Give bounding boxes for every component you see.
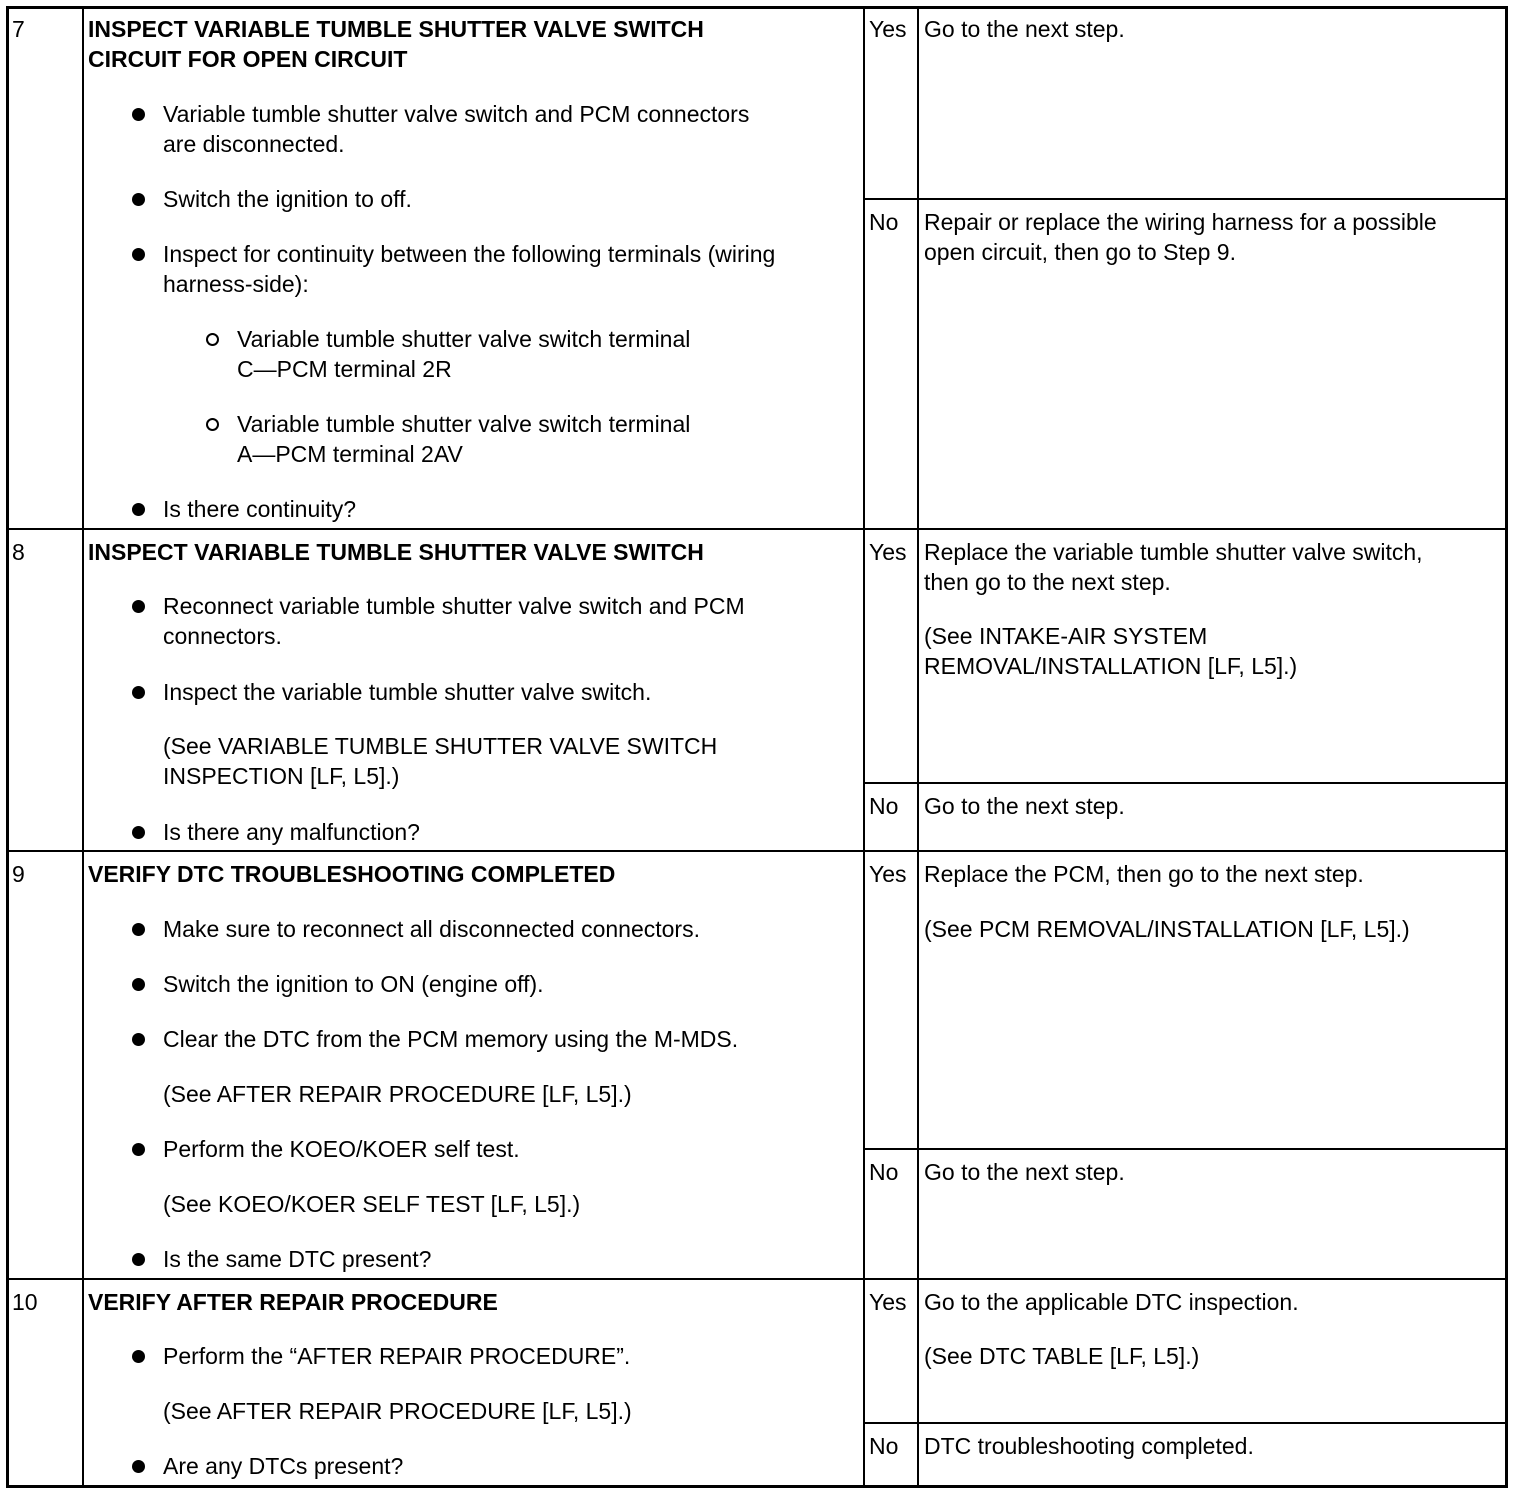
step-title: INSPECT VARIABLE TUMBLE SHUTTER VALVE SWITCH <box>88 16 704 42</box>
no-action: Go to the next step. <box>924 793 1125 819</box>
column-divider <box>863 6 865 1488</box>
reference-note: (See AFTER REPAIR PROCEDURE [LF, L5].) <box>163 1081 632 1107</box>
sub-bullet-icon <box>206 333 219 346</box>
column-divider <box>917 6 919 1488</box>
no-label: No <box>869 1433 899 1459</box>
no-action: DTC troubleshooting completed. <box>924 1433 1254 1459</box>
no-label: No <box>869 209 899 235</box>
row-divider <box>6 1278 1508 1280</box>
list-item: Is there any malfunction? <box>163 819 420 845</box>
step-title: CIRCUIT FOR OPEN CIRCUIT <box>88 46 408 72</box>
row-divider <box>6 528 1508 530</box>
sub-list-item: A—PCM terminal 2AV <box>237 441 463 467</box>
list-item: Perform the “AFTER REPAIR PROCEDURE”. <box>163 1343 631 1369</box>
table-border-bottom <box>6 1485 1508 1488</box>
step-number: 8 <box>12 539 25 565</box>
yes-no-divider <box>863 1422 1508 1424</box>
row-divider <box>6 850 1508 852</box>
step-number: 7 <box>12 16 25 42</box>
list-item: Make sure to reconnect all disconnected connectors. <box>163 916 700 942</box>
yes-no-divider <box>863 782 1508 784</box>
bullet-icon <box>132 978 145 991</box>
no-action: Repair or replace the wiring harness for a possible <box>924 209 1437 235</box>
reference-note: INSPECTION [LF, L5].) <box>163 763 400 789</box>
bullet-icon <box>132 923 145 936</box>
column-divider <box>82 6 84 1488</box>
sub-list-item: Variable tumble shutter valve switch terminal <box>237 326 691 352</box>
yes-label: Yes <box>869 539 907 565</box>
yes-reference: (See PCM REMOVAL/INSTALLATION [LF, L5].) <box>924 916 1410 942</box>
step-number: 10 <box>12 1289 38 1315</box>
bullet-icon <box>132 826 145 839</box>
step-title: VERIFY DTC TROUBLESHOOTING COMPLETED <box>88 861 616 887</box>
yes-label: Yes <box>869 16 907 42</box>
bullet-icon <box>132 600 145 613</box>
yes-action: then go to the next step. <box>924 569 1171 595</box>
sub-list-item: C—PCM terminal 2R <box>237 356 452 382</box>
list-item: Clear the DTC from the PCM memory using the M-MDS. <box>163 1026 739 1052</box>
table-border-right <box>1505 6 1508 1488</box>
reference-note: (See AFTER REPAIR PROCEDURE [LF, L5].) <box>163 1398 632 1424</box>
bullet-icon <box>132 1253 145 1266</box>
yes-reference: (See INTAKE-AIR SYSTEM <box>924 623 1208 649</box>
bullet-icon <box>132 248 145 261</box>
list-item: are disconnected. <box>163 131 345 157</box>
no-action: open circuit, then go to Step 9. <box>924 239 1236 265</box>
sub-list-item: Variable tumble shutter valve switch terminal <box>237 411 691 437</box>
table-border-left <box>6 6 9 1488</box>
no-label: No <box>869 793 899 819</box>
bullet-icon <box>132 1350 145 1363</box>
list-item: Reconnect variable tumble shutter valve switch and PCM <box>163 593 745 619</box>
list-item: connectors. <box>163 623 282 649</box>
reference-note: (See VARIABLE TUMBLE SHUTTER VALVE SWITCH <box>163 733 718 759</box>
list-item: Switch the ignition to ON (engine off). <box>163 971 544 997</box>
list-item: Variable tumble shutter valve switch and PCM connectors <box>163 101 750 127</box>
yes-action: Replace the variable tumble shutter valve switch, <box>924 539 1423 565</box>
yes-label: Yes <box>869 861 907 887</box>
yes-action: Go to the applicable DTC inspection. <box>924 1289 1299 1315</box>
yes-action: Go to the next step. <box>924 16 1125 42</box>
bullet-icon <box>132 193 145 206</box>
list-item: Is there continuity? <box>163 496 357 522</box>
yes-no-divider <box>863 1148 1508 1150</box>
yes-action: Replace the PCM, then go to the next step. <box>924 861 1364 887</box>
bullet-icon <box>132 1143 145 1156</box>
no-label: No <box>869 1159 899 1185</box>
bullet-icon <box>132 1460 145 1473</box>
table-border-top <box>6 6 1508 9</box>
step-number: 9 <box>12 861 25 887</box>
list-item: Inspect for continuity between the following terminals (wiring <box>163 241 776 267</box>
yes-no-divider <box>863 198 1508 200</box>
bullet-icon <box>132 108 145 121</box>
sub-bullet-icon <box>206 418 219 431</box>
yes-reference: (See DTC TABLE [LF, L5].) <box>924 1343 1200 1369</box>
reference-note: (See KOEO/KOER SELF TEST [LF, L5].) <box>163 1191 581 1217</box>
bullet-icon <box>132 503 145 516</box>
list-item: harness-side): <box>163 271 309 297</box>
step-title: INSPECT VARIABLE TUMBLE SHUTTER VALVE SWITCH <box>88 539 704 565</box>
list-item: Are any DTCs present? <box>163 1453 404 1479</box>
list-item: Inspect the variable tumble shutter valve switch. <box>163 679 652 705</box>
list-item: Perform the KOEO/KOER self test. <box>163 1136 520 1162</box>
step-title: VERIFY AFTER REPAIR PROCEDURE <box>88 1289 498 1315</box>
bullet-icon <box>132 686 145 699</box>
list-item: Switch the ignition to off. <box>163 186 412 212</box>
yes-label: Yes <box>869 1289 907 1315</box>
bullet-icon <box>132 1033 145 1046</box>
yes-reference: REMOVAL/INSTALLATION [LF, L5].) <box>924 653 1298 679</box>
no-action: Go to the next step. <box>924 1159 1125 1185</box>
list-item: Is the same DTC present? <box>163 1246 432 1272</box>
